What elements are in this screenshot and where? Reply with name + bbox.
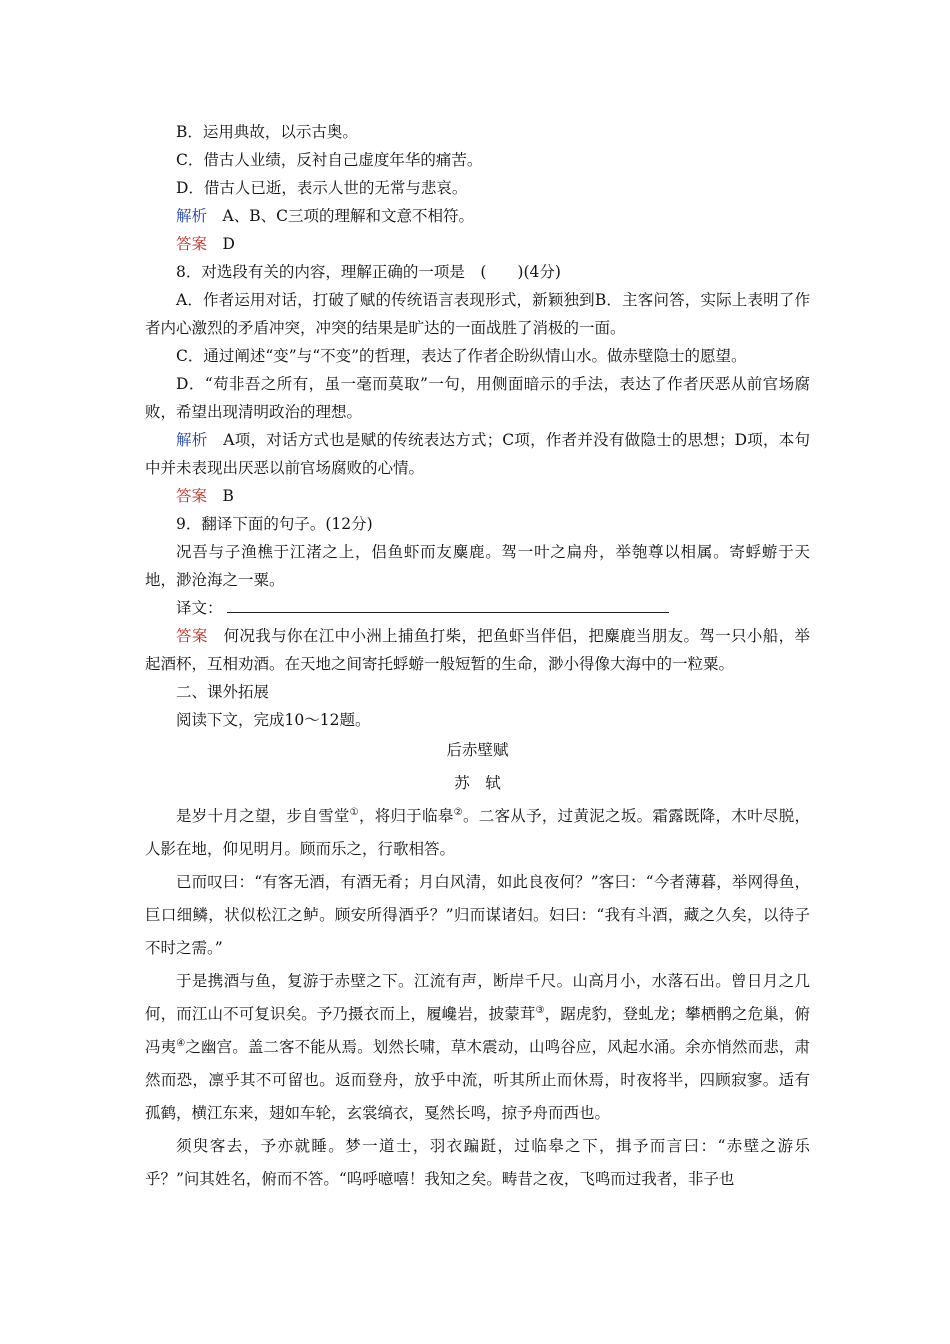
analysis-text: A项，对话方式也是赋的传统表达方式；C项，作者并没有做隐士的思想；D项，本句中并未表现出厌恶以前官场腐败的心情。 — [145, 431, 810, 477]
reading-instruction: 阅读下文，完成10～12题。 — [176, 711, 371, 729]
q7-analysis — [145, 202, 810, 230]
q9-answer — [145, 622, 810, 678]
answer-text: D — [207, 235, 235, 253]
essay-paragraph-4: 须臾客去，予亦就睡。梦一道士，羽衣蹁跹，过临皋之下，揖予而言曰：“赤壁之游乐乎？”问其姓名，俯而不答。“呜呼噫嘻！我知之矣。畴昔之夜，飞鸣而过我者，非子也 — [145, 1137, 810, 1188]
answer-label: 答案 — [176, 627, 208, 645]
footnote-marker: ④ — [176, 1037, 186, 1049]
analysis-label: 解析 — [176, 431, 208, 449]
answer-text: 何况我与你在江中小洲上捕鱼打柴，把鱼虾当伴侣，把麋鹿当朋友。驾一只小船，举起酒杯，互相劝酒。在天地之间寄托蜉蝣一般短暂的生命，渺小得像大海中的一粒粟。 — [145, 627, 810, 673]
q8-option-a: A．作者运用对话，打破了赋的传统语言表现形式，新颖独到B．主客问答，实际上表明了作者内心激烈的矛盾冲突，冲突的结果是旷达的一面战胜了消极的一面。 — [145, 291, 810, 337]
footnote-marker: ① — [349, 806, 359, 818]
q8-analysis — [145, 426, 810, 482]
analysis-label: 解析 — [176, 207, 208, 225]
answer-text: B — [207, 487, 234, 505]
q9-stem: 9．翻译下面的句子。(12分) — [176, 515, 373, 533]
q7-option-d: D．借古人已逝，表示人世的无常与悲哀。 — [176, 179, 468, 197]
essay-paragraph-3: 于是携酒与鱼，复游于赤壁之下。江流有声，断岸千尺。山高月小，水落石出。曾日月之几何，而江山不可复识矣。予乃摄衣而上，履巉岩，披蒙茸③，踞虎豹，登虬龙；攀栖鹘之危巢，俯冯夷④之幽宫。盖二客不能从焉。划然长啸，草木震动，山鸣谷应，风起水涌。余亦悄然而悲，肃然而恐，凛乎其不可留也。返而登舟，放乎中流，听其所止而休焉，时夜将半，四顾寂寥。适有孤鹤，横江东来，翅如车轮，玄裳缟衣，戛然长鸣，掠予舟而西也。 — [145, 972, 810, 1122]
q8-option-c: C．通过阐述“变”与“不变”的哲理，表达了作者企盼纵情山水。做赤壁隐士的愿望。 — [176, 347, 747, 365]
q8-stem: 8．对选段有关的内容，理解正确的一项是 ( )(4分) — [176, 263, 561, 281]
footnote-marker: ② — [453, 806, 463, 818]
q7-option-c: C．借古人业绩，反衬自己虚度年华的痛苦。 — [176, 151, 483, 169]
q7-option-b: B．运用典故，以示古奥。 — [176, 123, 358, 141]
essay-author: 苏 轼 — [454, 774, 501, 792]
essay-paragraph-1: 是岁十月之望，步自雪堂①，将归于临皋②。二客从予，过黄泥之坂。霜露既降，木叶尽脱，人影在地，仰见明月。顾而乐之，行歌相答。 — [145, 806, 810, 858]
essay — [145, 734, 810, 1196]
translation-label: 译文： — [176, 599, 223, 617]
q9-sentence: 况吾与子渔樵于江渚之上，侣鱼虾而友麋鹿。驾一叶之扁舟，举匏尊以相属。寄蜉蝣于天地，渺沧海之一粟。 — [145, 543, 810, 589]
essay-paragraph-2: 已而叹曰：“有客无酒，有酒无肴；月白风清，如此良夜何？”客曰：“今者薄暮，举网得鱼，巨口细鳞，状似松江之鲈。顾安所得酒乎？”归而谋诸妇。妇曰：“我有斗酒，藏之久矣，以待子不时之需。” — [145, 873, 810, 957]
q9-translation-line — [145, 594, 810, 622]
translation-blank[interactable] — [227, 594, 669, 613]
answer-label: 答案 — [176, 235, 208, 253]
essay-title: 后赤壁赋 — [446, 741, 509, 759]
footnote-marker: ③ — [535, 1004, 545, 1016]
section-heading: 二、课外拓展 — [176, 683, 270, 701]
analysis-text: A、B、C三项的理解和文意不相符。 — [207, 207, 474, 225]
q8-option-d: D．“苟非吾之所有，虽一毫而莫取”一句，用侧面暗示的手法，表达了作者厌恶从前官场腐败，希望出现清明政治的理想。 — [145, 375, 810, 421]
q8-answer — [145, 482, 810, 510]
answer-label: 答案 — [176, 487, 208, 505]
q7-answer — [145, 230, 810, 258]
document-page — [145, 118, 810, 1196]
